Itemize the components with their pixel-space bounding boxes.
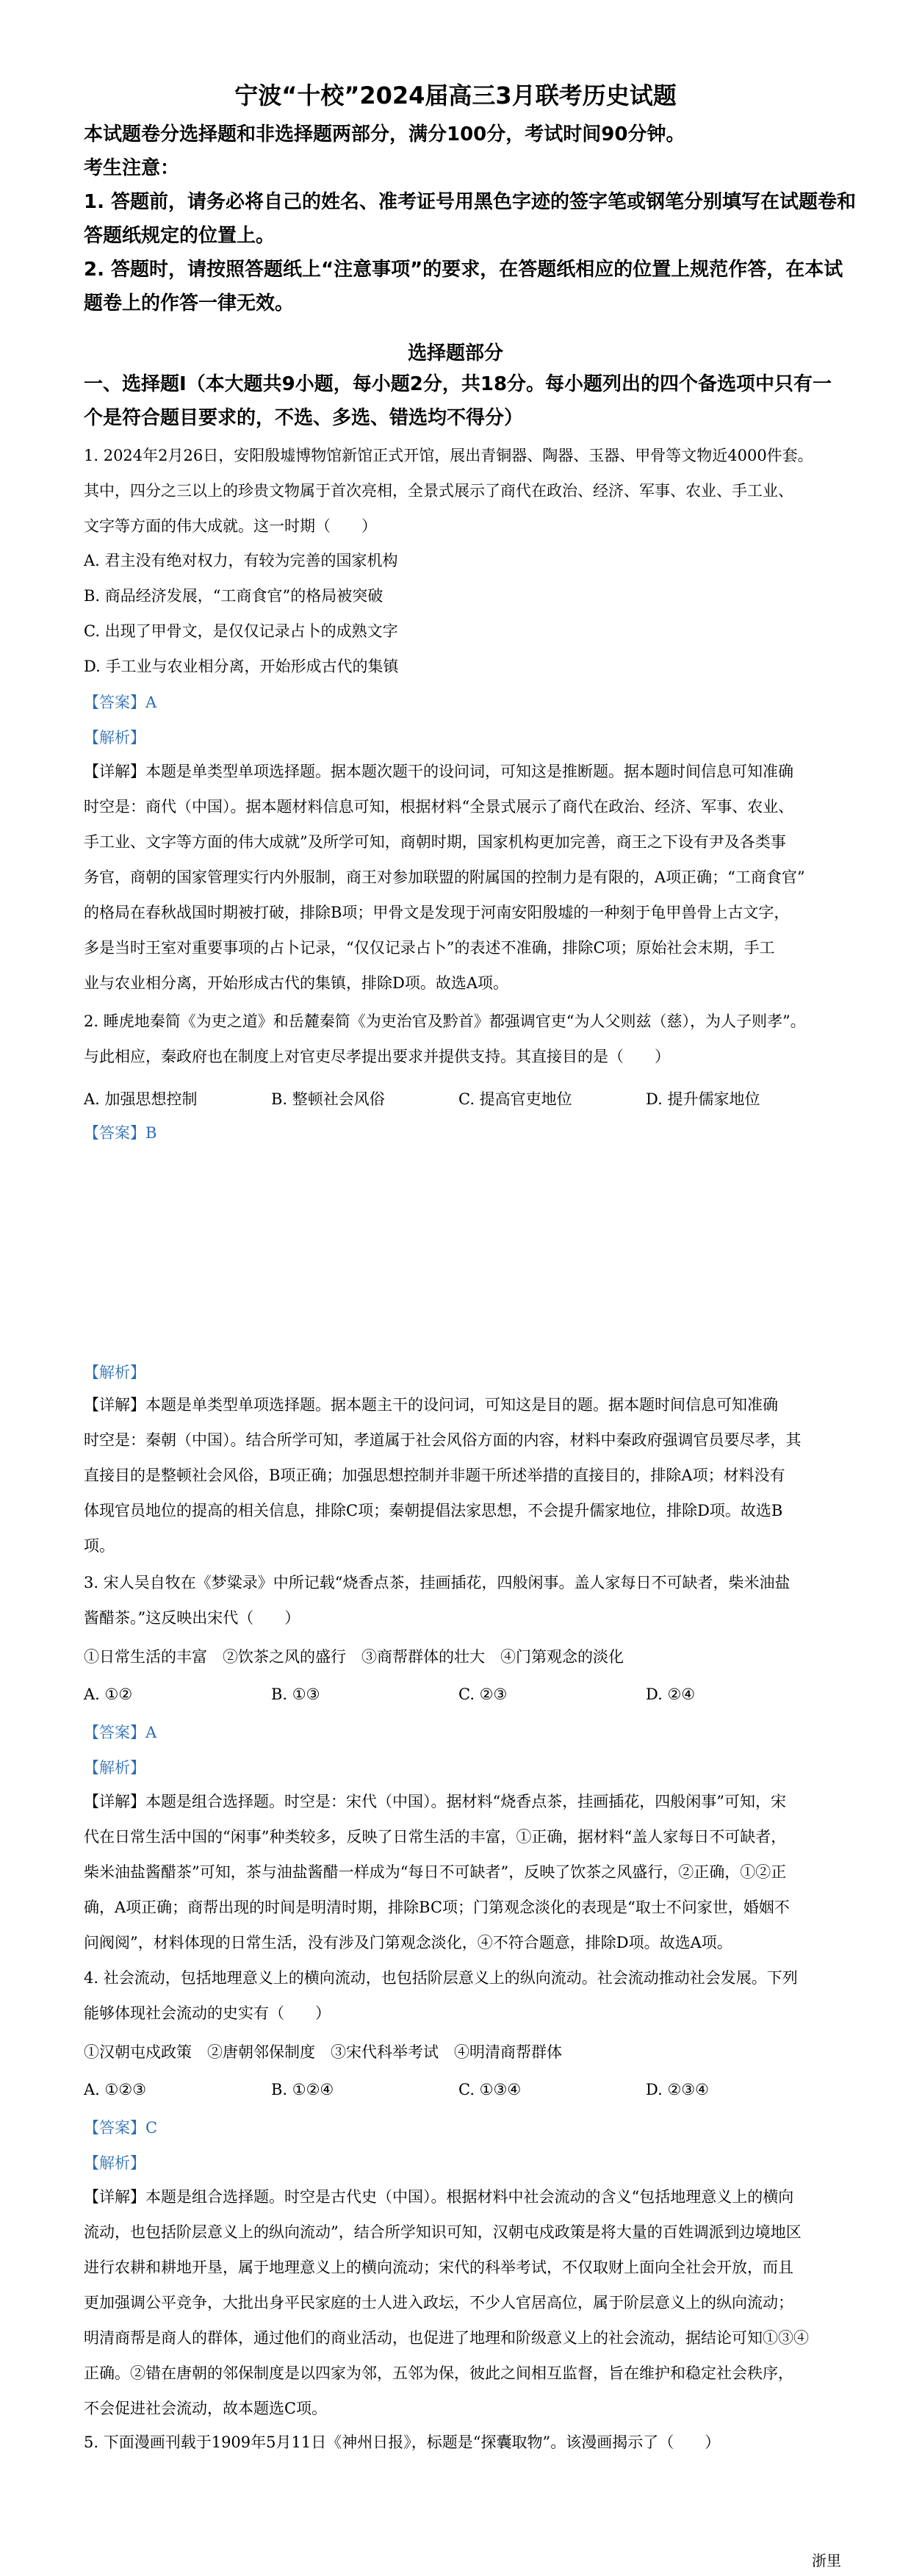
q4-answer: 【答案】C xyxy=(84,2119,158,2137)
detail-line: 【详解】本题是组合选择题。时空是古代史（中国）。根据材料中社会流动的含义“包括地理意义上的横向 xyxy=(84,2188,794,2206)
detail-line: 明清商帮是商人的群体，通过他们的商业活动，也促进了地理和阶级意义上的社会流动，据结论可知①③④ xyxy=(84,2329,809,2347)
q4-option-b: B. ①②④ xyxy=(271,2081,334,2098)
q3-answer: 【答案】A xyxy=(84,1724,157,1741)
notice-heading: 考生注意： xyxy=(84,157,180,179)
detail-line: 确，A项正确；商帮出现的时间是明清时期，排除BC项；门第观念淡化的表现是“取士不问家世，婚姻不 xyxy=(84,1899,790,1916)
stem-line: 5. 下面漫画刊载于1909年5月11日《神州日报》，标题是“探囊取物”。该漫画揭示了（ ） xyxy=(84,2433,721,2451)
detail-line: 正确。②错在唐朝的邻保制度是以四家为邻，五邻为保，彼此之间相互监督，旨在维护和稳定社会秩序， xyxy=(84,2364,793,2382)
question-4-stem xyxy=(84,1960,833,2031)
q4-option-a: A. ①②③ xyxy=(84,2081,146,2098)
detail-line: 问阀阅”，材料体现的日常生活，没有涉及门第观念淡化，④不符合题意，排除D项。故选A项。 xyxy=(84,1934,732,1951)
notice-1-line-1: 1. 答题前，请务必将自己的姓名、准考证号用黑色字迹的签字笔或钢笔分别填写在试题卷和 xyxy=(84,191,857,213)
q2-option-b: B. 整顿社会风俗 xyxy=(271,1090,385,1108)
detail-line: 代在日常生活中国的“闲事”种类较多，反映了日常生活的丰富，①正确，据材料“盖人家每日不可缺者， xyxy=(84,1828,787,1846)
q3-option-c: C. ②③ xyxy=(458,1685,508,1703)
q4-analysis-label: 【解析】 xyxy=(84,2154,145,2172)
q1-analysis-label: 【解析】 xyxy=(84,729,145,746)
stem-line: 文字等方面的伟大成就。这一时期（ ） xyxy=(84,517,377,535)
q2-option-d: D. 提升儒家地位 xyxy=(646,1090,760,1108)
notice-2-line-2: 题卷上的作答一律无效。 xyxy=(84,292,295,314)
detail-line: 体现官员地位的提高的相关信息，排除C项；秦朝提倡法家思想，不会提升儒家地位，排除D项。故选B xyxy=(84,1502,783,1519)
q4-option-c: C. ①③④ xyxy=(458,2081,522,2098)
detail-line: 【详解】本题是单类型单项选择题。据本题主干的设问词，可知这是目的题。据本题时间信息可知准确 xyxy=(84,1396,778,1414)
notice-2-line-1: 2. 答题时，请按照答题纸上“注意事项”的要求，在答题纸相应的位置上规范作答，在本试 xyxy=(84,259,843,281)
detail-line: 业与农业相分离，开始形成古代的集镇，排除D项。故选A项。 xyxy=(84,974,509,992)
stem-line: 能够体现社会流动的史实有（ ） xyxy=(84,2004,331,2022)
stem-line: 4. 社会流动，包括地理意义上的横向流动，也包括阶层意义上的纵向流动。社会流动推动社会发展。下列 xyxy=(84,1969,798,1987)
stem-line: 1. 2024年2月26日，安阳殷墟博物馆新馆正式开馆，展出青铜器、陶器、玉器、甲骨等文物近4000件套。 xyxy=(84,447,813,464)
question-2-stem xyxy=(84,1004,833,1074)
q3-option-d: D. ②④ xyxy=(646,1685,696,1703)
question-1-stem xyxy=(84,438,833,544)
question-3-stem xyxy=(84,1565,833,1636)
q1-detail xyxy=(84,754,833,1001)
q1-option-b: B. 商品经济发展，“工商食官”的格局被突破 xyxy=(84,587,384,605)
q3-items: ①日常生活的丰富 ②饮茶之风的盛行 ③商帮群体的壮大 ④门第观念的淡化 xyxy=(84,1648,624,1666)
part1-line-2: 个是符合题目要求的，不选、多选、错选均不得分） xyxy=(84,407,524,429)
detail-line: 流动，也包括阶层意义上的纵向流动”，结合所学知识可知，汉朝屯戍政策是将大量的百姓调派到边境地区 xyxy=(84,2223,802,2241)
detail-line: 多是当时王室对重要事项的占卜记录，“仅仅记录占卜”的表述不准确，排除C项；原始社会末期，手工 xyxy=(84,939,775,957)
q1-option-a: A. 君主没有绝对权力，有较为完善的国家机构 xyxy=(84,552,398,569)
exam-intro: 本试题卷分选择题和非选择题两部分，满分100分，考试时间90分钟。 xyxy=(84,123,685,145)
q4-option-d: D. ②③④ xyxy=(646,2081,709,2098)
part1-line-1: 一、选择题Ⅰ（本大题共9小题，每小题2分，共18分。每小题列出的四个备选项中只有一 xyxy=(84,373,832,395)
detail-line: 柴米油盐酱醋茶”可知，茶与油盐酱醋一样成为“每日不可缺者”，反映了饮茶之风盛行，②正确，①②正 xyxy=(84,1863,787,1881)
stem-line: 与此相应，秦政府也在制度上对官吏尽孝提出要求并提供支持。其直接目的是（ ） xyxy=(84,1048,670,1065)
detail-line: 手工业、文字等方面的伟大成就”及所学可知，商朝时期，国家机构更加完善，商王之下设有尹及各类事 xyxy=(84,833,786,851)
q3-option-b: B. ①③ xyxy=(271,1685,320,1703)
q2-analysis-label: 【解析】 xyxy=(84,1364,145,1381)
q4-items: ①汉朝屯戍政策 ②唐朝邻保制度 ③宋代科举考试 ④明清商帮群体 xyxy=(84,2043,562,2061)
page-footer: 浙里 xyxy=(812,2552,841,2569)
q1-option-c: C. 出现了甲骨文，是仅仅记录占卜的成熟文字 xyxy=(84,622,398,640)
q3-detail xyxy=(84,1784,833,1960)
q2-option-a: A. 加强思想控制 xyxy=(84,1090,198,1108)
detail-line: 项。 xyxy=(84,1537,115,1555)
question-5-stem xyxy=(84,2425,833,2460)
q3-option-a: A. ①② xyxy=(84,1685,133,1703)
page-title: 宁波“十校”2024届高三3月联考历史试题 xyxy=(234,82,677,109)
q1-answer: 【答案】A xyxy=(84,694,157,711)
detail-line: 进行农耕和耕地开垦，属于地理意义上的横向流动；宋代的科举考试，不仅取财上面向全社会开放，而且 xyxy=(84,2259,793,2276)
q2-answer: 【答案】B xyxy=(84,1124,157,1142)
stem-line: 酱醋茶。”这反映出宋代（ ） xyxy=(84,1609,300,1627)
q1-option-d: D. 手工业与农业相分离，开始形成古代的集镇 xyxy=(84,658,399,675)
stem-line: 2. 睡虎地秦简《为吏之道》和岳麓秦简《为吏治官及黔首》都强调官吏“为人父则兹（慈），为人子则孝”。 xyxy=(84,1012,806,1030)
detail-line: 的格局在春秋战国时期被打破，排除B项；甲骨文是发现于河南安阳殷墟的一种刻于龟甲兽骨上古文字， xyxy=(84,904,790,921)
detail-line: 时空是：秦朝（中国）。结合所学可知，孝道属于社会风俗方面的内容，材料中秦政府强调官员要尽孝，其 xyxy=(84,1431,802,1449)
stem-line: 其中，四分之三以上的珍贵文物属于首次亮相，全景式展示了商代在政治、经济、军事、农业、手工业、 xyxy=(84,482,793,500)
stem-line: 3. 宋人吴自牧在《梦粱录》中所记载“烧香点茶，挂画插花，四般闲事。盖人家每日不可缺者，柴米油盐 xyxy=(84,1574,791,1591)
q3-analysis-label: 【解析】 xyxy=(84,1759,145,1777)
detail-line: 【详解】本题是单类型单项选择题。据本题次题干的设问词，可知这是推断题。据本题时间信息可知准确 xyxy=(84,763,793,780)
detail-line: 更加强调公平竞争，大批出身平民家庭的士人进入政坛，不少人官居高位，属于阶层意义上的纵向流动； xyxy=(84,2294,793,2311)
detail-line: 务官，商朝的国家管理实行内外服制，商王对参加联盟的附属国的控制力是有限的，A项正确；“工商食官” xyxy=(84,868,805,886)
detail-line: 时空是：商代（中国）。据本题材料信息可知，根据材料“全景式展示了商代在政治、经济、军事、农业、 xyxy=(84,798,794,816)
detail-line: 不会促进社会流动，故本题选C项。 xyxy=(84,2400,328,2417)
q2-detail xyxy=(84,1387,833,1564)
detail-line: 直接目的是整顿社会风俗，B项正确；加强思想控制并非题干所述举措的直接目的，排除A项；材料没有 xyxy=(84,1467,785,1484)
section-title: 选择题部分 xyxy=(407,342,503,364)
detail-line: 【详解】本题是组合选择题。时空是：宋代（中国）。据材料“烧香点茶，挂画插花，四般闲事”可知，宋 xyxy=(84,1793,786,1810)
q2-option-c: C. 提高官吏地位 xyxy=(458,1090,572,1108)
notice-1-line-2: 答题纸规定的位置上。 xyxy=(84,225,276,247)
q4-detail xyxy=(84,2179,833,2426)
